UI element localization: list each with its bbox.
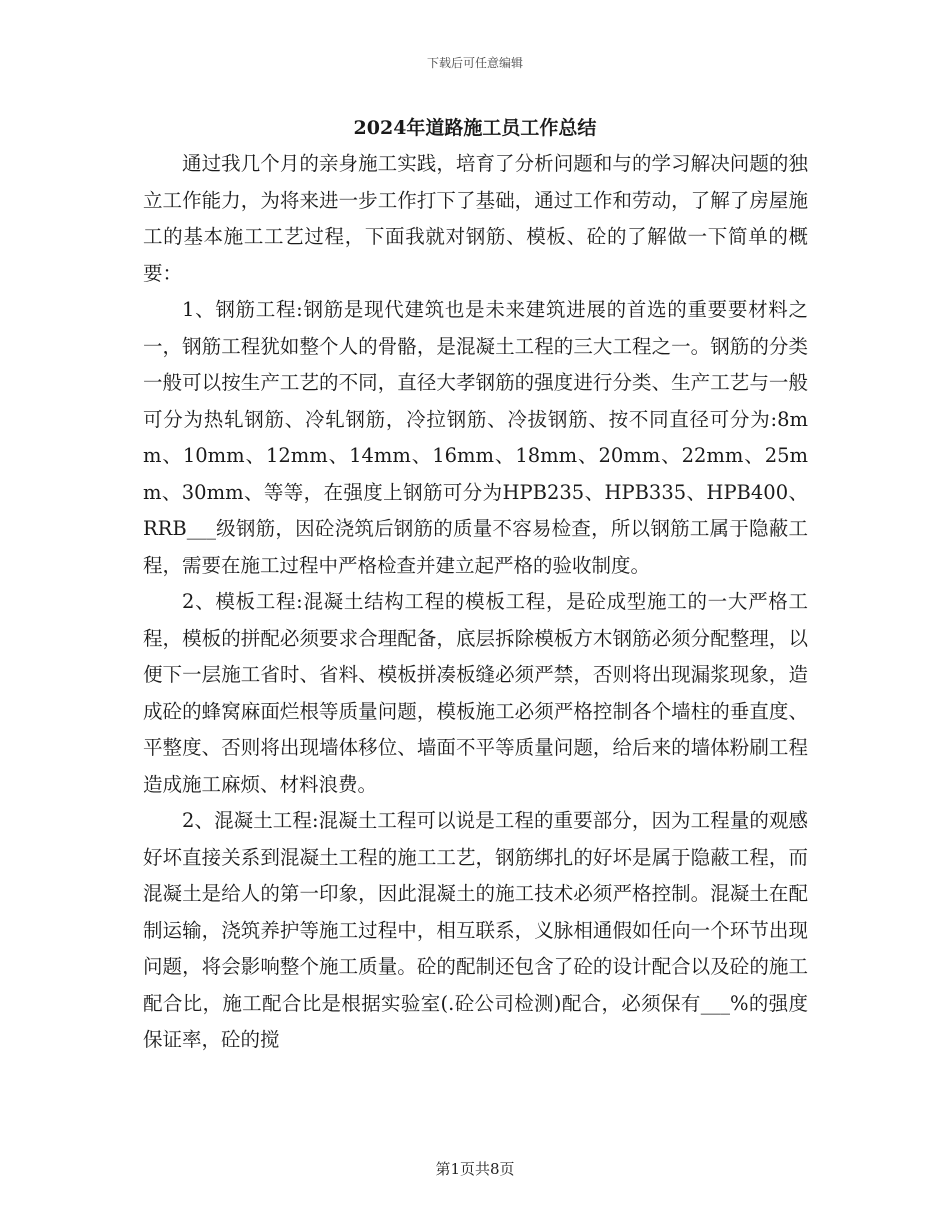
- paragraph-formwork: 2、模板工程:混凝土结构工程的模板工程，是砼成型施工的一大严格工程，模板的拼配必须要求合理配备，底层拆除模板方木钢筋必须分配整理，以便下一层施工省时、省料、模板拼凑板缝必须严禁，否则将出现漏浆现象，造成砼的蜂窝麻面烂根等质量问题，模板施工必须严格控制各个墙柱的垂直度、平整度、否则将出现墙体移位、墙面不平等质量问题，给后来的墙体粉刷工程造成施工麻烦、材料浪费。: [143, 590, 808, 796]
- paragraph-concrete: 2、混凝土工程:混凝土工程可以说是工程的重要部分，因为工程量的观感好坏直接关系到混凝土工程的施工工艺，钢筋绑扎的好坏是属于隐蔽工程，而混凝土是给人的第一印象，因此混凝土的施工技术必须严格控制。混凝土在配制运输，浇筑养护等施工过程中，相互联系，义脉相通假如任向一个环节出现问题，将会影响整个施工质量。砼的配制还包含了砼的设计配合以及砼的施工配合比，施工配合比是根据实验室(.砼公司检测)配合，必须保有___%的强度保证率，砼的搅: [143, 809, 808, 1051]
- document-body: [143, 146, 808, 1059]
- paragraph-rebar: 1、钢筋工程:钢筋是现代建筑也是未来建筑进展的首选的重要要材料之一，钢筋工程犹如整个人的骨骼，是混凝土工程的三大工程之一。钢筋的分类一般可以按生产工艺的不同，直径大孝钢筋的强度进行分类、生产工艺与一般可分为热轧钢筋、冷轧钢筋，冷拉钢筋、冷拔钢筋、按不同直径可分为:8mm、10mm、12mm、14mm、16mm、18mm、20mm、22mm、25mm、30mm、等等，在强度上钢筋可分为HPB235、HPB335、HPB400、RRB___级钢筋，因砼浇筑后钢筋的质量不容易检查，所以钢筋工属于隐蔽工程，需要在施工过程中严格检查并建立起严格的验收制度。: [143, 298, 808, 577]
- page-number: 第1页共8页: [435, 1160, 515, 1178]
- document-title: 2024年道路施工员工作总结: [353, 117, 597, 139]
- header-note: 下载后可任意编辑: [426, 56, 523, 70]
- paragraph-intro: 通过我几个月的亲身施工实践，培育了分析问题和与的学习解决问题的独立工作能力，为将来进一步工作打下了基础，通过工作和劳动，了解了房屋施工的基本施工工艺过程，下面我就对钢筋、模板、砼的了解做一下简单的概要：: [143, 152, 808, 285]
